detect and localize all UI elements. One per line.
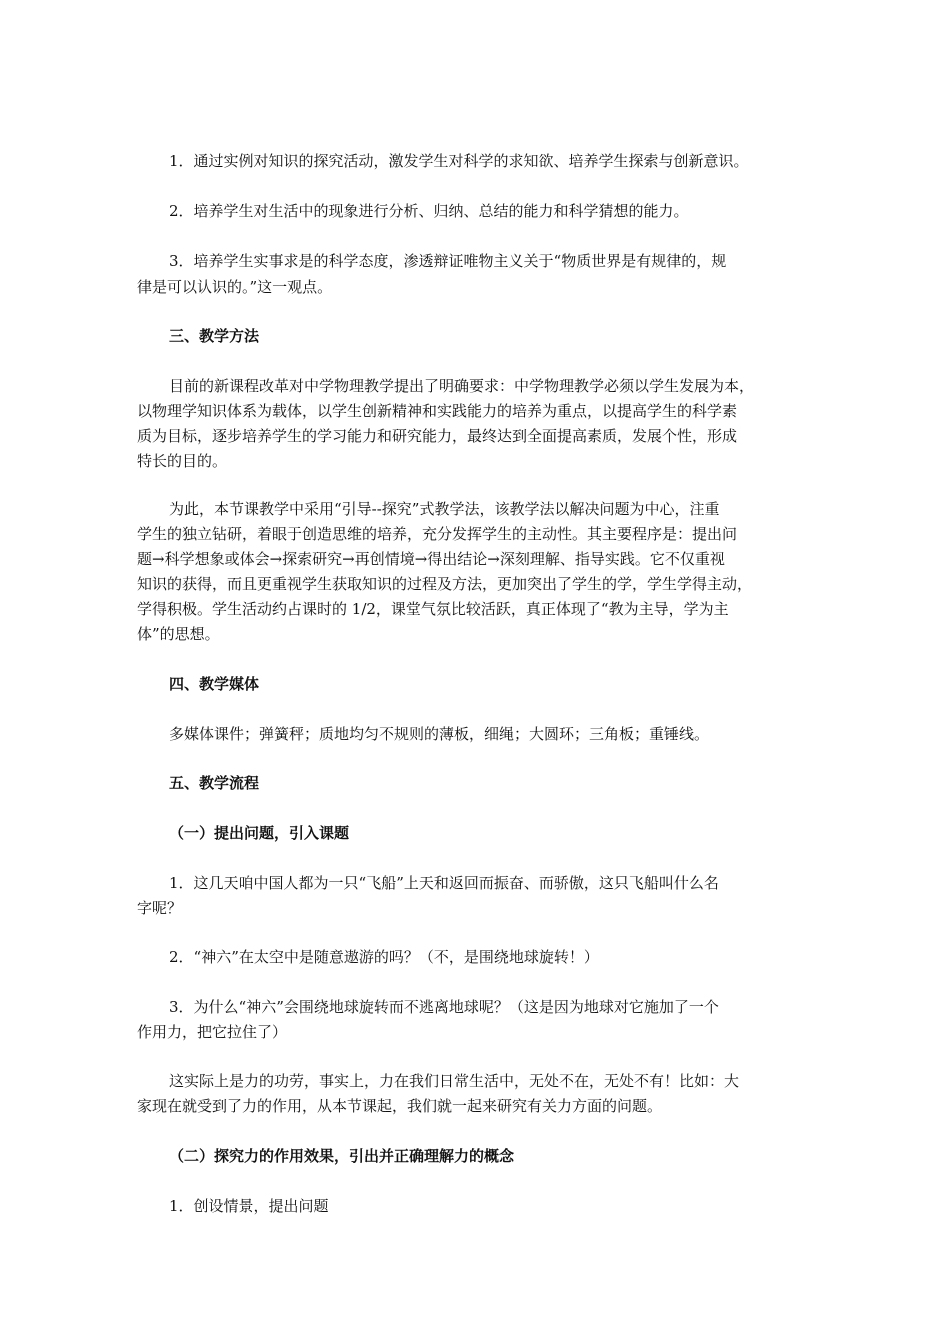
goal-3-line-2: 律是可以认识的。”这一观点。: [137, 278, 333, 296]
goal-3-line-1: 3．培养学生实事求是的科学态度，渗透辩证唯物主义关于“物质世界是有规律的，规: [169, 252, 727, 270]
question-3-line-2: 作用力，把它拉住了）: [137, 1023, 288, 1041]
question-1-line-2: 字呢？: [137, 899, 183, 917]
section-3-p2-line-2: 学生的独立钻研，着眼于创造思维的培养，充分发挥学生的主动性。其主要程序是：提出问: [137, 525, 738, 543]
section-3-heading: 三、教学方法: [169, 327, 260, 345]
subsection-2-item-1: 1．创设情景，提出问题: [169, 1197, 329, 1215]
section-3-p2-line-5: 学得积极。学生活动约占课时的 1/2，课堂气氛比较活跃，真正体现了“教为主导，学为主: [137, 600, 729, 618]
question-1-line-1: 1．这几天咱中国人都为一只“飞船”上天和返回而振奋、而骄傲，这只飞船叫什么名: [169, 874, 719, 892]
section-4-text: 多媒体课件；弹簧秤；质地均匀不规则的薄板，细绳；大圆环；三角板；重锤线。: [169, 725, 710, 743]
intro-paragraph-line-2: 家现在就受到了力的作用，从本节课起，我们就一起来研究有关力方面的问题。: [137, 1097, 663, 1115]
section-3-p1-line-1: 目前的新课程改革对中学物理教学提出了明确要求：中学物理教学必须以学生发展为本，: [169, 377, 755, 395]
section-3-p2-line-1: 为此，本节课教学中采用“引导--探究”式教学法，该教学法以解决问题为中心，注重: [169, 500, 720, 518]
section-3-p2-line-4: 知识的获得，而且更重视学生获取知识的过程及方法，更加突出了学生的学，学生学得主动，: [137, 575, 753, 593]
subsection-1-heading: （一）提出问题，引入课题: [169, 824, 350, 842]
question-2: 2．“神六”在太空中是随意遨游的吗？（不，是围绕地球旋转！）: [169, 948, 599, 966]
goal-1: 1．通过实例对知识的探究活动，激发学生对科学的求知欲、培养学生探索与创新意识。: [169, 152, 749, 170]
section-3-p1-line-2: 以物理学知识体系为载体，以学生创新精神和实践能力的培养为重点，以提高学生的科学素: [137, 402, 738, 420]
section-5-heading: 五、教学流程: [169, 774, 260, 792]
section-3-p1-line-3: 质为目标，逐步培养学生的学习能力和研究能力，最终达到全面提高素质，发展个性，形成: [137, 427, 738, 445]
section-3-p2-line-3: 题→科学想象或体会→探索研究→再创情境→得出结论→深刻理解、指导实践。它不仅重视: [137, 550, 725, 568]
subsection-2-heading: （二）探究力的作用效果，引出并正确理解力的概念: [169, 1147, 515, 1165]
section-3-p2-line-6: 体”的思想。: [137, 625, 220, 643]
intro-paragraph-line-1: 这实际上是力的功劳，事实上，力在我们日常生活中，无处不在，无处不有！比如：大: [169, 1072, 740, 1090]
section-3-p1-line-4: 特长的目的。: [137, 452, 228, 470]
section-4-heading: 四、教学媒体: [169, 675, 260, 693]
goal-2: 2．培养学生对生活中的现象进行分析、归纳、总结的能力和科学猜想的能力。: [169, 202, 689, 220]
question-3-line-1: 3．为什么“神六”会围绕地球旋转而不逃离地球呢？（这是因为地球对它施加了一个: [169, 998, 719, 1016]
